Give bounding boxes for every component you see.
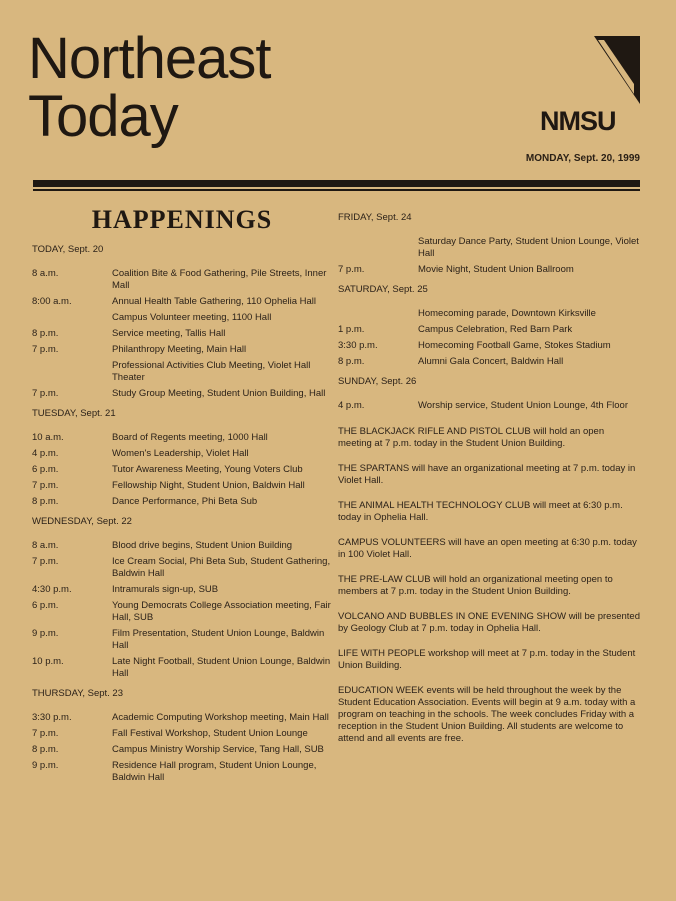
event-time: 4 p.m. bbox=[32, 448, 59, 459]
event-time bbox=[338, 236, 418, 260]
event-row bbox=[338, 308, 640, 320]
event-row bbox=[338, 236, 640, 260]
event-description: Ice Cream Social, Phi Beta Sub, Student Gathering, Baldwin Hall bbox=[112, 556, 331, 579]
event-description: Homecoming Football Game, Stokes Stadium bbox=[418, 340, 611, 351]
event-row bbox=[32, 744, 332, 756]
notice-item: THE SPARTANS will have an organizational meeting at 7 p.m. today in Violet Hall. bbox=[338, 463, 636, 486]
event-description: Film Presentation, Student Union Lounge, Baldwin Hall bbox=[112, 628, 325, 651]
event-row bbox=[32, 496, 332, 508]
event-row bbox=[32, 296, 332, 308]
masthead-rule-thick bbox=[33, 180, 640, 187]
notice-item: THE BLACKJACK RIFLE AND PISTOL CLUB will hold an open meeting at 7 p.m. today in the Student Union Building. bbox=[338, 426, 605, 449]
event-description: Fall Festival Workshop, Student Union Lounge bbox=[112, 728, 308, 739]
event-row bbox=[32, 480, 332, 492]
event-description: Campus Ministry Worship Service, Tang Hall, SUB bbox=[112, 744, 324, 755]
notice-item: LIFE WITH PEOPLE workshop will meet at 7 p.m. today in the Student Union Building. bbox=[338, 648, 636, 671]
event-row bbox=[32, 556, 332, 580]
event-time: 6 p.m. bbox=[32, 600, 59, 611]
event-time: 7 p.m. bbox=[32, 480, 59, 491]
event-description: Fellowship Night, Student Union, Baldwin Hall bbox=[112, 480, 305, 491]
event-row bbox=[338, 356, 640, 368]
event-time: 8 p.m. bbox=[338, 356, 365, 367]
day-heading: WEDNESDAY, Sept. 22 bbox=[32, 516, 132, 527]
dateline: MONDAY, Sept. 20, 1999 bbox=[525, 153, 640, 164]
event-time: 9 p.m. bbox=[32, 760, 59, 771]
event-description: Movie Night, Student Union Ballroom bbox=[418, 264, 574, 275]
day-heading: SATURDAY, Sept. 25 bbox=[338, 284, 428, 295]
event-description: Annual Health Table Gathering, 110 Ophelia Hall bbox=[112, 296, 317, 307]
event-time: 7 p.m. bbox=[338, 264, 365, 275]
event-description: Study Group Meeting, Student Union Building, Hall bbox=[112, 388, 326, 399]
event-time: 4:30 p.m. bbox=[32, 584, 72, 595]
event-row bbox=[338, 264, 640, 276]
event-row bbox=[32, 448, 332, 460]
notice-item: THE ANIMAL HEALTH TECHNOLOGY CLUB will meet at 6:30 p.m. today in Ophelia Hall. bbox=[338, 500, 623, 523]
masthead-rule-thin bbox=[33, 189, 640, 191]
event-description: Coalition Bite & Food Gathering, Pile Streets, Inner Mall bbox=[112, 268, 327, 291]
event-description: Philanthropy Meeting, Main Hall bbox=[112, 344, 247, 355]
event-time: 8 p.m. bbox=[32, 328, 59, 339]
event-time: 8 p.m. bbox=[32, 496, 59, 507]
event-description: Homecoming parade, Downtown Kirksville bbox=[418, 308, 596, 319]
brand-name: NMSU bbox=[540, 106, 616, 136]
event-row bbox=[32, 760, 332, 784]
event-row bbox=[32, 432, 332, 444]
day-heading: TUESDAY, Sept. 21 bbox=[32, 408, 116, 419]
event-row bbox=[32, 628, 332, 652]
event-row bbox=[32, 388, 332, 400]
triangle-logo-icon bbox=[594, 36, 640, 104]
event-row bbox=[32, 360, 332, 384]
event-time bbox=[32, 312, 112, 324]
day-heading: SUNDAY, Sept. 26 bbox=[338, 376, 417, 387]
masthead-title-line1: Northeast bbox=[28, 26, 271, 91]
event-description: Professional Activities Club Meeting, Violet Hall Theater bbox=[112, 360, 311, 383]
event-description: Saturday Dance Party, Student Union Lounge, Violet Hall bbox=[418, 236, 639, 259]
event-row bbox=[32, 328, 332, 340]
event-description: Board of Regents meeting, 1000 Hall bbox=[112, 432, 268, 443]
event-description: Service meeting, Tallis Hall bbox=[112, 328, 226, 339]
event-row bbox=[32, 268, 332, 292]
event-description: Women's Leadership, Violet Hall bbox=[112, 448, 249, 459]
event-time: 3:30 p.m. bbox=[338, 340, 378, 351]
event-row bbox=[32, 540, 332, 552]
section-title: HAPPENINGS bbox=[91, 205, 273, 234]
left-column bbox=[32, 205, 332, 788]
event-row bbox=[32, 712, 332, 724]
event-time: 4 p.m. bbox=[338, 400, 365, 411]
event-row bbox=[338, 400, 640, 412]
event-time: 8 p.m. bbox=[32, 744, 59, 755]
event-time: 9 p.m. bbox=[32, 628, 59, 639]
event-description: Campus Volunteer meeting, 1100 Hall bbox=[112, 312, 272, 323]
event-row bbox=[32, 728, 332, 740]
event-description: Tutor Awareness Meeting, Young Voters Club bbox=[112, 464, 303, 475]
day-heading: THURSDAY, Sept. 23 bbox=[32, 688, 123, 699]
event-description: Worship service, Student Union Lounge, 4th Floor bbox=[418, 400, 628, 411]
event-time: 7 p.m. bbox=[32, 344, 59, 355]
event-time: 8 a.m. bbox=[32, 268, 59, 279]
event-time bbox=[32, 360, 112, 384]
notice-item: EDUCATION WEEK events will be held throughout the week by the Student Education Association. Events will begin at 9 a.m. today with a program on teaching in the schools. The week concludes Friday with a reception in the Student Union Building. All students are welcome to attend and all events are free. bbox=[338, 685, 636, 744]
event-description: Residence Hall program, Student Union Lounge, Baldwin Hall bbox=[112, 760, 317, 783]
notice-item: THE PRE-LAW CLUB will hold an organizational meeting open to members at 7 p.m. today in the Student Union Building. bbox=[338, 574, 613, 597]
event-row bbox=[32, 464, 332, 476]
notice-item: CAMPUS VOLUNTEERS will have an open meeting at 6:30 p.m. today in 100 Violet Hall. bbox=[338, 537, 637, 560]
event-time: 7 p.m. bbox=[32, 556, 59, 567]
event-row bbox=[32, 584, 332, 596]
event-time: 8:00 a.m. bbox=[32, 296, 72, 307]
event-row bbox=[338, 324, 640, 336]
day-heading: TODAY, Sept. 20 bbox=[32, 244, 104, 255]
event-description: Intramurals sign-up, SUB bbox=[112, 584, 219, 595]
event-description: Campus Celebration, Red Barn Park bbox=[418, 324, 573, 335]
event-time bbox=[338, 308, 418, 320]
masthead-title-line2: Today bbox=[28, 84, 178, 149]
event-row bbox=[32, 656, 332, 680]
event-description: Dance Performance, Phi Beta Sub bbox=[112, 496, 258, 507]
event-row bbox=[32, 600, 332, 624]
event-time: 3:30 p.m. bbox=[32, 712, 72, 723]
event-description: Alumni Gala Concert, Baldwin Hall bbox=[418, 356, 564, 367]
masthead-title bbox=[28, 26, 368, 149]
event-row bbox=[32, 344, 332, 356]
event-row bbox=[32, 312, 332, 324]
event-description: Academic Computing Workshop meeting, Main Hall bbox=[112, 712, 329, 723]
event-time: 7 p.m. bbox=[32, 388, 59, 399]
notice-item: VOLCANO AND BUBBLES IN ONE EVENING SHOW will be presented by Geology Club at 7 p.m. today in Ophelia Hall. bbox=[338, 611, 640, 634]
event-time: 10 a.m. bbox=[32, 432, 64, 443]
event-time: 8 a.m. bbox=[32, 540, 59, 551]
event-row bbox=[338, 340, 640, 352]
notices-list bbox=[338, 426, 640, 745]
event-time: 10 p.m. bbox=[32, 656, 64, 667]
left-schedule bbox=[32, 244, 332, 784]
right-schedule bbox=[338, 212, 640, 412]
event-time: 1 p.m. bbox=[338, 324, 365, 335]
event-description: Late Night Football, Student Union Lounge, Baldwin Hall bbox=[112, 656, 331, 679]
event-time: 6 p.m. bbox=[32, 464, 59, 475]
event-description: Blood drive begins, Student Union Building bbox=[112, 540, 293, 551]
right-column bbox=[338, 212, 640, 758]
event-time: 7 p.m. bbox=[32, 728, 59, 739]
day-heading: FRIDAY, Sept. 24 bbox=[338, 212, 412, 223]
event-description: Young Democrats College Association meeting, Fair Hall, SUB bbox=[112, 600, 331, 623]
